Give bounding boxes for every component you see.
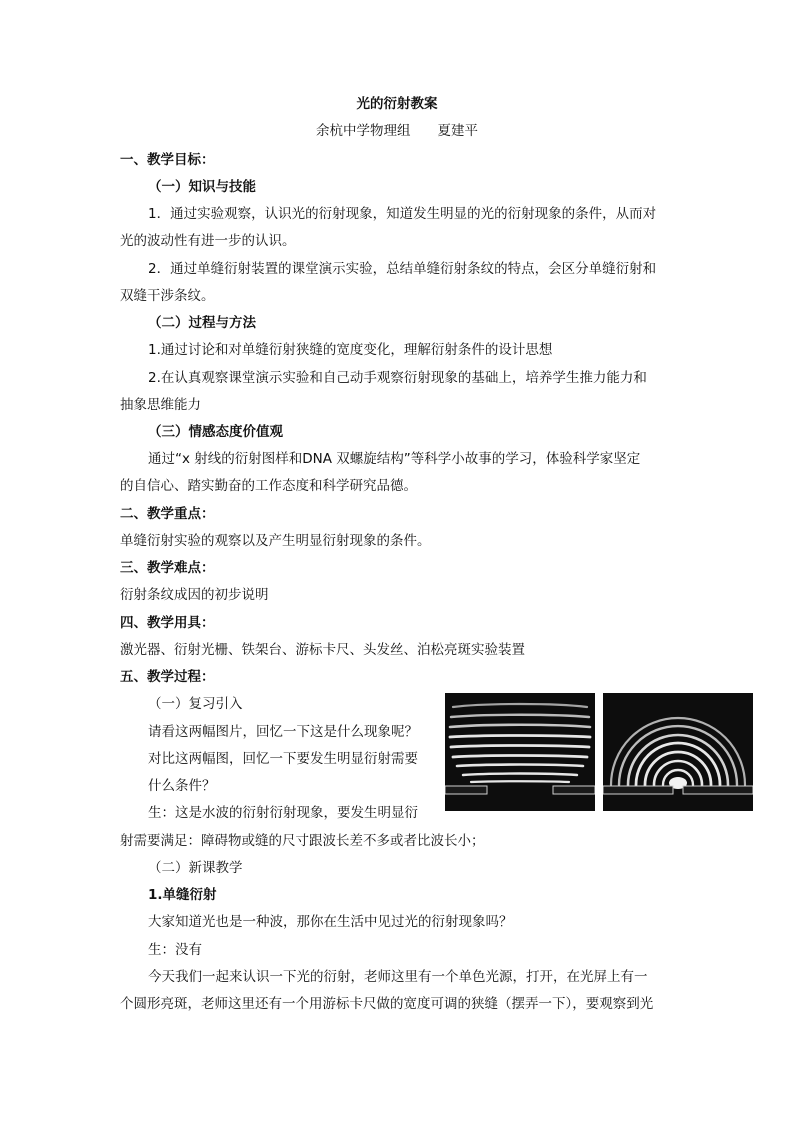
paragraph-knowledge-1-cont: 光的波动性有进一步的认识。 [120,233,296,249]
water-wave-narrow-gap-image [603,693,753,811]
section-heading-materials: 四、教学用具： [120,615,215,631]
paragraph-attitude: 通过“x 射线的衍射图样和DNA 双螺旋结构”等科学小故事的学习，体验科学家坚定 [148,451,641,467]
subheading-review: （一）复习引入 [148,696,243,712]
paragraph-materials: 激光器、衍射光栅、铁架台、游标卡尺、头发丝、泊松亮斑实验装置 [120,642,525,658]
paragraph-lesson-3-cont: 个圆形亮斑，老师这里还有一个用游标卡尺做的宽度可调的狭缝（摆弄一下），要观察到光 [120,996,654,1012]
paragraph-knowledge-1: 1．通过实验观察，认识光的衍射现象，知道发生明显的光的衍射现象的条件，从而对 [148,206,657,222]
subheading-new-lesson: （二）新课教学 [148,860,243,876]
paragraph-process-1: 1.通过讨论和对单缝衍射狭缝的宽度变化，理解衍射条件的设计思想 [148,342,553,358]
wide-gap-wave-drawing [445,693,595,811]
paragraph-review-3: 什么条件？ [148,778,216,794]
paragraph-review-2: 对比这两幅图，回忆一下要发生明显衍射需要 [148,751,418,767]
paragraph-lesson-2: 生：没有 [148,942,202,958]
paragraph-knowledge-2-cont: 双缝干涉条纹。 [120,288,215,304]
section-heading-objectives: 一、教学目标： [120,152,215,168]
subheading-attitude-values: （三）情感态度价值观 [148,424,283,440]
paragraph-review-5: 射需要满足：障碍物或缝的尺寸跟波长差不多或者比波长小； [120,833,485,849]
paragraph-review-4: 生：这是水波的衍射衍射现象，要发生明显衍 [148,805,418,821]
section-heading-process: 五、教学过程： [120,669,215,685]
paragraph-knowledge-2: 2．通过单缝衍射装置的课堂演示实验，总结单缝衍射条纹的特点，会区分单缝衍射和 [148,261,657,277]
section-heading-key-points: 二、教学重点： [120,506,215,522]
paragraph-difficulties: 衍射条纹成因的初步说明 [120,587,269,603]
document-title: 光的衍射教案 [356,96,438,112]
subheading-knowledge-skills: （一）知识与技能 [148,179,256,195]
section-heading-difficulties: 三、教学难点： [120,560,215,576]
subheading-single-slit: 1.单缝衍射 [148,887,217,903]
subheading-process-method: （二）过程与方法 [148,315,256,331]
paragraph-review-1: 请看这两幅图片，回忆一下这是什么现象呢？ [148,724,418,740]
paragraph-lesson-1: 大家知道光也是一种波，那你在生活中见过光的衍射现象吗？ [148,914,513,930]
paragraph-lesson-3: 今天我们一起来认识一下光的衍射，老师这里有一个单色光源，打开，在光屏上有一 [148,969,648,985]
paragraph-process-2: 2.在认真观察课堂演示实验和自己动手观察衍射现象的基础上，培养学生推力能力和 [148,370,647,386]
paragraph-key-points: 单缝衍射实验的观察以及产生明显衍射现象的条件。 [120,533,431,549]
water-wave-wide-gap-image [445,693,595,811]
author-line: 余杭中学物理组 夏建平 [316,123,478,139]
paragraph-attitude-cont: 的自信心、踏实勤奋的工作态度和科学研究品德。 [120,478,417,494]
paragraph-process-2-cont: 抽象思维能力 [120,397,201,413]
narrow-gap-wave-drawing [603,693,753,811]
